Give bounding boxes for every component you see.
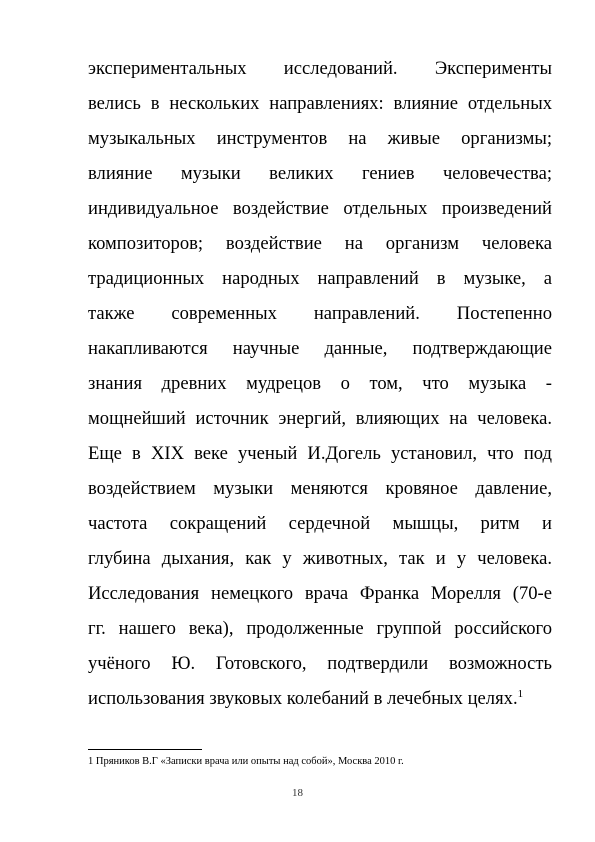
text-line: также современных направлений. Постепенно [88, 303, 552, 324]
footnote [88, 755, 558, 768]
text-line: музыкальных инструментов на живые организмы; [88, 128, 552, 149]
text-line: мощнейший источник энергий, влияющих на человека. [88, 408, 552, 429]
text-line: гг. нашего века), продолженные группой российского [88, 618, 552, 639]
text-line: Еще в XIX веке ученый И.Догель установил, что под [88, 443, 552, 464]
text-line: накапливаются научные данные, подтверждающие [88, 338, 552, 359]
text-line: воздействием музыки меняются кровяное давление, [88, 478, 552, 499]
footnote-text: Пряников В.Г «Записки врача или опыты над собой», Москва 2010 г. [95, 756, 404, 767]
text-line: велись в нескольких направлениях: влияние отдельных [88, 93, 552, 114]
text-line: экспериментальных исследований. Эксперименты [88, 58, 552, 79]
footnote-number: 1 [88, 756, 94, 767]
text-line: знания древних мудрецов о том, что музыка - [88, 373, 552, 394]
text-line: традиционных народных направлений в музыке, а [88, 268, 552, 289]
text-line: влияние музыки великих гениев человечества; [88, 163, 552, 184]
text-line-last [88, 681, 552, 716]
page-number: 18 [292, 787, 303, 799]
text-line: композиторов; воздействие на организм человека [88, 233, 552, 254]
footnote-divider [88, 749, 202, 750]
text-line: Исследования немецкого врача Франка Морелля (70-е [88, 583, 552, 604]
text-line: индивидуальное воздействие отдельных произведений [88, 198, 552, 219]
text-line-last-content: использования звуковых колебаний в лечебных целях. [88, 688, 518, 709]
body-text [88, 51, 552, 716]
footnote-reference[interactable]: 1 [517, 687, 524, 700]
text-line: частота сокращений сердечной мышцы, ритм и [88, 513, 552, 534]
text-line: учёного Ю. Готовского, подтвердили возможность [88, 653, 552, 674]
text-line: глубина дыхания, как у животных, так и у человека. [88, 548, 552, 569]
